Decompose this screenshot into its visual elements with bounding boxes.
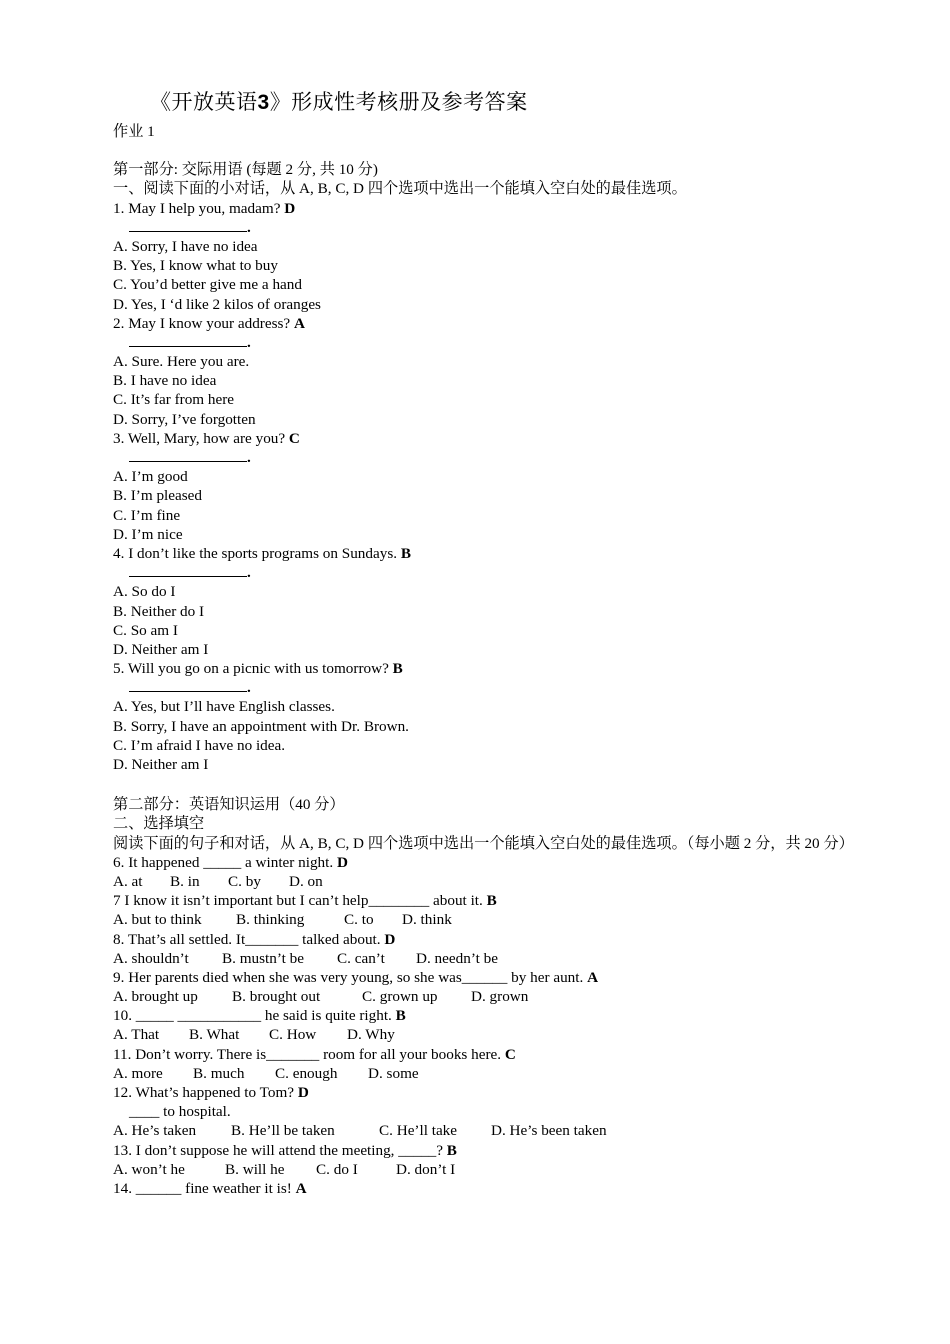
question-stem: 3. Well, Mary, how are you? C	[113, 429, 300, 447]
answer-key: A	[293, 314, 305, 332]
answer-key: D	[336, 853, 348, 871]
options-row	[113, 1064, 883, 1083]
option: B. Neither do I	[113, 602, 205, 620]
option: B. Yes, I know what to buy	[113, 257, 278, 275]
answer-key: B	[392, 660, 403, 678]
option: A. brought up	[113, 988, 198, 1006]
part2-instruction: 阅读下面的句子和对话，从 A, B, C, D 四个选项中选出一个能填入空白处的最佳选项。（每小题 2 分，共 20 分）	[113, 834, 854, 852]
option: C. You’d better give me a hand	[113, 276, 302, 294]
part1-heading: 第一部分: 交际用语 (每题 2 分, 共 10 分)	[113, 161, 378, 179]
document-title	[150, 86, 528, 116]
option: D. some	[368, 1064, 419, 1082]
option: C. I’m fine	[113, 506, 181, 524]
option: A. I’m good	[113, 468, 188, 486]
answer-key: C	[504, 1045, 516, 1063]
title-prefix: 《开放英语	[150, 90, 258, 114]
title-suffix: 》形成性考核册及参考答案	[269, 90, 528, 114]
answer-blank: .	[113, 448, 883, 467]
options-row	[113, 872, 883, 891]
option: D. Neither am I	[113, 756, 209, 773]
answer-blank: .	[113, 218, 883, 237]
option: A. Yes, but I’ll have English classes.	[113, 698, 335, 716]
option: C. So am I	[113, 621, 178, 639]
answer-key: B	[486, 892, 497, 910]
option: A. Sorry, I have no idea	[113, 237, 258, 255]
option: C. to	[344, 911, 374, 929]
options-row	[113, 949, 883, 968]
answer-blank: .	[113, 333, 883, 352]
answer-key: B	[446, 1141, 457, 1159]
question-stem: 4. I don’t like the sports programs on Sundays. B	[113, 544, 411, 562]
option: B. much	[193, 1064, 245, 1082]
question-stem: 2. May I know your address? A	[113, 314, 305, 332]
part2-heading: 第二部分：英语知识运用（40 分）	[113, 796, 345, 814]
part2-subheading: 二、选择填空	[113, 815, 205, 833]
part1-instruction: 一、阅读下面的小对话，从 A, B, C, D 四个选项中选出一个能填入空白处的最佳选项。	[113, 180, 687, 198]
option: B. Sorry, I have an appointment with Dr. Brown.	[113, 717, 409, 735]
option: A. won’t he	[113, 1160, 185, 1178]
option: D. Sorry, I’ve forgotten	[113, 410, 256, 428]
option: D. I’m nice	[113, 525, 183, 543]
question-stem: 8. That’s all settled. It_______ talked about. D	[113, 930, 396, 948]
option: B. in	[170, 872, 200, 890]
option: C. He’ll take	[379, 1122, 458, 1140]
option: A. but to think	[113, 911, 202, 929]
option: D. Neither am I	[113, 640, 209, 658]
options-row	[113, 1160, 883, 1179]
options-row	[113, 1121, 883, 1140]
question-continuation: ____ to hospital.	[129, 1103, 231, 1121]
question-stem: 5. Will you go on a picnic with us tomorrow? B	[113, 660, 403, 678]
question-stem: 7 I know it isn’t important but I can’t help________ about it. B	[113, 892, 497, 910]
assignment-label: 作业 1	[113, 123, 155, 140]
option: A. at	[113, 872, 143, 890]
option: D. on	[289, 872, 323, 890]
option: B. I’m pleased	[113, 487, 202, 505]
question-stem: 12. What’s happened to Tom? D	[113, 1084, 309, 1102]
options-row	[113, 1025, 883, 1044]
option: C. I’m afraid I have no idea.	[113, 736, 286, 754]
option: B. brought out	[232, 988, 321, 1006]
option: D. grown	[471, 988, 529, 1006]
answer-key: A	[295, 1179, 307, 1197]
answer-key: C	[288, 429, 300, 447]
option: B. mustn’t be	[222, 949, 304, 967]
question-stem: 6. It happened _____ a winter night. D	[113, 853, 348, 871]
option: A. Sure. Here you are.	[113, 353, 250, 371]
question-stem: 10. _____ ___________ he said is quite right. B	[113, 1007, 406, 1025]
answer-key: B	[400, 544, 411, 562]
option: A. That	[113, 1026, 160, 1044]
option: A. So do I	[113, 583, 176, 601]
option: D. Yes, I ‘d like 2 kilos of oranges	[113, 295, 321, 313]
option: B. will he	[225, 1160, 285, 1178]
option: B. He’ll be taken	[231, 1122, 335, 1140]
title-number: 3	[257, 91, 270, 114]
option: A. more	[113, 1064, 163, 1082]
answer-key: B	[395, 1007, 406, 1025]
option: D. He’s been taken	[491, 1122, 607, 1140]
option: D. Why	[347, 1026, 395, 1044]
question-stem: 1. May I help you, madam? D	[113, 199, 296, 217]
option: C. can’t	[337, 949, 385, 967]
answer-blank: .	[113, 563, 883, 582]
option: B. I have no idea	[113, 372, 217, 390]
option: D. needn’t be	[416, 949, 498, 967]
option: D. think	[402, 911, 452, 929]
options-row	[113, 910, 883, 929]
document-body	[113, 122, 883, 1198]
answer-key: D	[297, 1084, 309, 1102]
option: C. How	[269, 1026, 317, 1044]
option: C. It’s far from here	[113, 391, 235, 409]
option: B. thinking	[236, 911, 305, 929]
answer-blank: .	[113, 678, 883, 697]
answer-key: D	[284, 199, 296, 217]
option: C. grown up	[362, 988, 438, 1006]
option: B. What	[189, 1026, 240, 1044]
question-stem: 9. Her parents died when she was very young, so she was______ by her aunt. A	[113, 968, 599, 986]
question-stem: 11. Don’t worry. There is_______ room for all your books here. C	[113, 1045, 516, 1063]
option: D. don’t I	[396, 1160, 456, 1178]
option: A. shouldn’t	[113, 949, 189, 967]
answer-key: D	[384, 930, 396, 948]
option: C. enough	[275, 1064, 338, 1082]
option: A. He’s taken	[113, 1122, 197, 1140]
question-stem: 13. I don’t suppose he will attend the meeting, _____? B	[113, 1141, 457, 1159]
option: C. by	[228, 872, 261, 890]
answer-key: A	[587, 968, 599, 986]
option: C. do I	[316, 1160, 358, 1178]
options-row	[113, 987, 883, 1006]
question-stem: 14. ______ fine weather it is! A	[113, 1179, 307, 1197]
